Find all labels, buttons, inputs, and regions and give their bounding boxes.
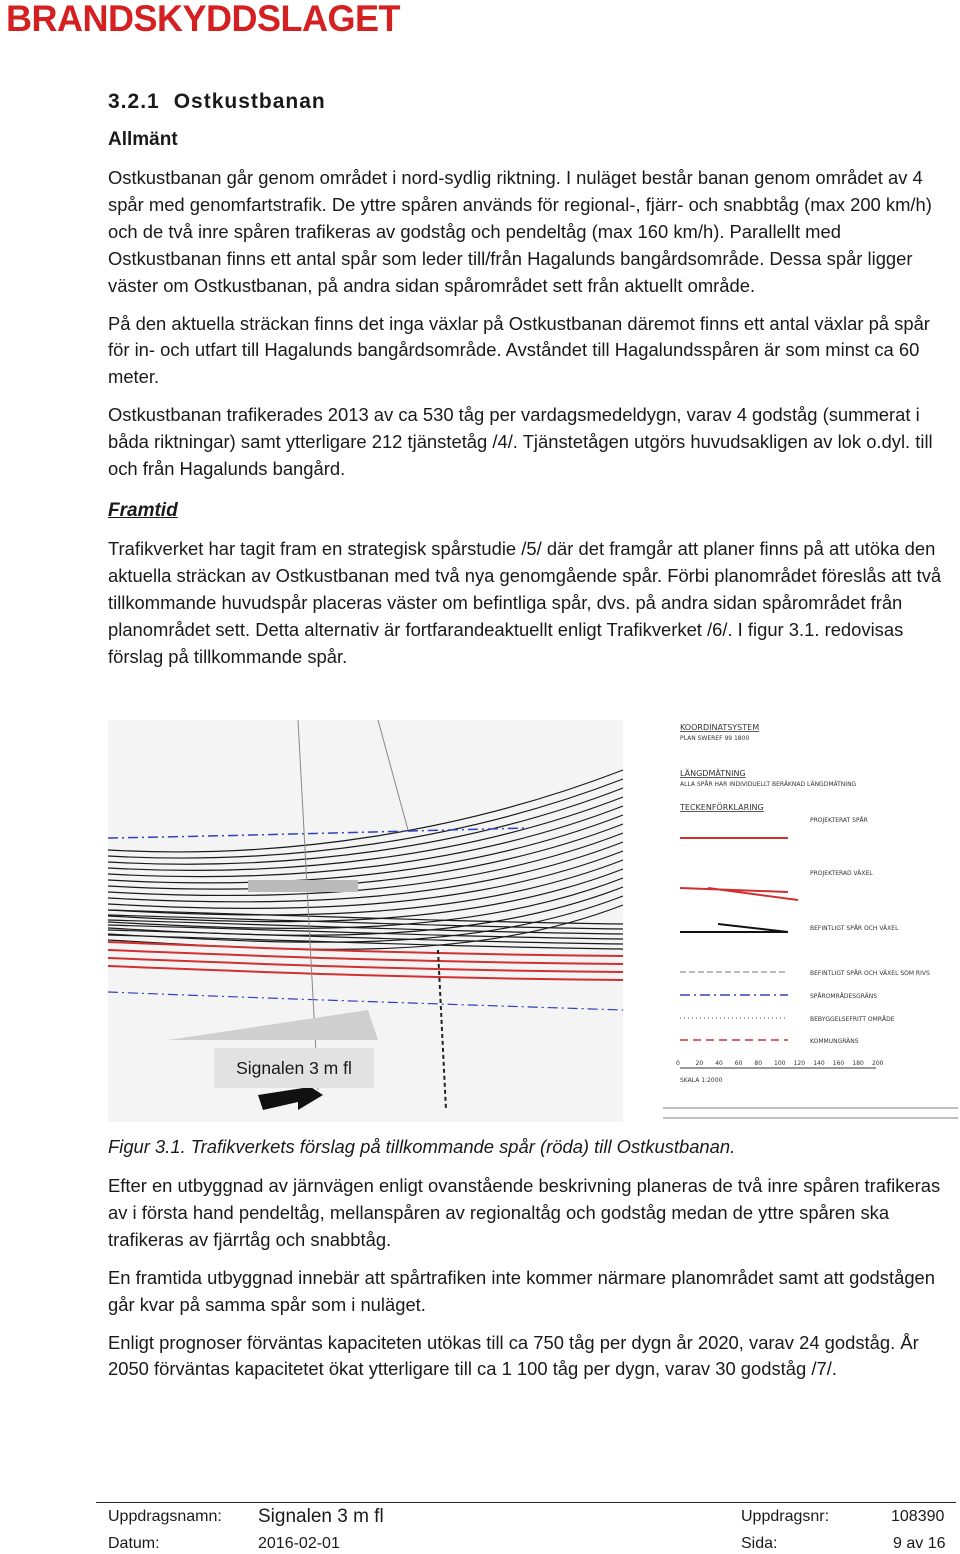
track-plan-figure xyxy=(108,710,958,1122)
legend-item: BEFINTLIGT SPÅR OCH VÄXEL xyxy=(810,925,899,932)
paragraph: Trafikverket har tagit fram en strategisk spårstudie /5/ där det framgår att planer finns på att utöka den aktuella sträckan av Ostkustbanan med två nya genomgående spår. Förbi planområdet föreslås att två tillkommande huvudspår placeras väster om befintliga spår, dvs. på andra sidan spårområdet från planområdet sett. Detta alternativ är fortfarandeaktuellt enligt Trafikverket /6/. I figur 3.1. redovisas förslag på tillkommande spår. xyxy=(108,537,942,667)
scale-tick-label: 20 xyxy=(695,1060,704,1067)
company-logo: BRANDSKYDDSLAGET xyxy=(6,0,401,40)
platform xyxy=(248,880,358,892)
legend-item: KOMMUNGRÄNS xyxy=(810,1038,859,1045)
scale-tick-label: 160 xyxy=(832,1060,845,1067)
scale-tick-label: 140 xyxy=(813,1060,825,1067)
scale-tick-label: 80 xyxy=(754,1060,763,1067)
footer-project-label: Uppdragsnamn: xyxy=(108,1508,222,1525)
legend xyxy=(663,723,958,1118)
scale-tick-label: 120 xyxy=(793,1060,806,1067)
main-content xyxy=(108,88,953,671)
scale-tick-label: 0 xyxy=(676,1060,680,1067)
scale-tick-label: 40 xyxy=(715,1060,723,1067)
legend-item: PROJEKTERAD VÄXEL xyxy=(810,870,873,877)
section-heading xyxy=(108,88,953,116)
after-content xyxy=(108,1173,953,1383)
footer-divider xyxy=(96,1502,956,1503)
allmant-heading: Allmänt xyxy=(108,129,178,150)
legend-key-heading: TECKENFÖRKLARING xyxy=(680,803,764,812)
legend-length-heading: LÄNGDMÄTNING xyxy=(680,769,746,778)
framtid-heading: Framtid xyxy=(108,499,178,521)
scale-tick-label: 180 xyxy=(852,1060,864,1067)
legend-coordinate-sub: PLAN SWEREF 99 1800 xyxy=(680,735,750,742)
legend-item: BEFINTLIGT SPÅR OCH VÄXEL SOM RIVS xyxy=(810,970,930,977)
legend-item: PROJEKTERAT SPÅR xyxy=(810,817,868,824)
scale-label: SKALA 1:2000 xyxy=(680,1077,723,1084)
footer-page-label: Sida: xyxy=(741,1535,778,1552)
figure-caption: Figur 3.1. Trafikverkets förslag på tillkommande spår (röda) till Ostkustbanan. xyxy=(108,1136,736,1157)
scale-tick-label: 200 xyxy=(872,1060,884,1067)
paragraph: Efter en utbyggnad av järnvägen enligt ovanstående beskrivning planeras de två inre spåren trafikeras av i första hand pendeltåg, mellanspåren av regionaltåg och godståg medan de yttre spåren ska trafikeras av fjärrtåg och snabbtåg. xyxy=(108,1175,941,1250)
footer-date-value: 2016-02-01 xyxy=(258,1535,340,1552)
paragraph: På den aktuella sträckan finns det inga växlar på Ostkustbanan däremot finns ett antal växlar på spår för in- och utfart till Hagalunds bangårdsområde. Avståndet till Hagalundsspåren är som minst ca 60 meter. xyxy=(108,312,930,388)
paragraph: Ostkustbanan trafikerades 2013 av ca 530 tåg per vardagsmedeldygn, varav 4 godståg (summerat i båda riktningar) samt ytterligare 212 tjänstetåg /4/. Tjänstetågen utgörs huvudsakligen av lok o.dyl. till och från Hagalunds bangård. xyxy=(108,404,933,480)
paragraph: En framtida utbyggnad innebär att spårtrafiken inte kommer närmare planområdet samt att godstågen går kvar på samma spår som i nuläget. xyxy=(108,1266,936,1315)
legend-item: BEBYGGELSEFRITT OMRÅDE xyxy=(810,1016,895,1023)
scale-bar xyxy=(676,1060,884,1068)
legend-symbol xyxy=(680,888,798,900)
legend-length-sub: ALLA SPÅR HAR INDIVIDUELLT BERÄKNAD LÄNGDMÄTNING xyxy=(680,781,857,788)
footer-date-label: Datum: xyxy=(108,1535,160,1552)
scale-tick-label: 60 xyxy=(734,1060,743,1067)
section-number: 3.2.1 xyxy=(108,90,160,113)
footer-project-value: Signalen 3 m fl xyxy=(258,1506,384,1527)
scale-tick-label: 100 xyxy=(774,1060,786,1067)
legend-symbol xyxy=(680,924,788,932)
section-title: Ostkustbanan xyxy=(173,90,326,113)
legend-coordinate-heading: KOORDINATSYSTEM xyxy=(680,723,760,732)
legend-item: SPÅROMRÅDESGRÄNS xyxy=(810,993,878,1000)
footer-page-value: 9 av 16 xyxy=(893,1535,946,1552)
title-block-lines xyxy=(663,1108,958,1118)
paragraph: Ostkustbanan går genom området i nord-sydlig riktning. I nuläget består banan genom området av 4 spår med genomfartstrafik. De yttre spåren används för regional-, fjärr- och snabbtåg (max 200 km/h) och de två inre spåren trafikeras av godståg och pendeltåg (max 160 km/h). Parallellt med Ostkustbanan finns ett antal spår som leder till/från Hagalunds bangårdsområde. Dessa spår ligger väster om Ostkustbanan, på andra sidan spårområdet sett från aktuellt område. xyxy=(108,167,932,296)
figure-label: Signalen 3 m fl xyxy=(214,1048,374,1088)
paragraph: Enligt prognoser förväntas kapaciteten utökas till ca 750 tåg per dygn år 2020, varav 24 godståg. År 2050 förväntas kapacitetet ökat ytterligare till ca 1 100 tåg per dygn, varav 30 godståg /7/. xyxy=(108,1331,919,1380)
footer-number-label: Uppdragsnr: xyxy=(741,1508,830,1525)
footer-number-value: 108390 xyxy=(891,1508,945,1525)
